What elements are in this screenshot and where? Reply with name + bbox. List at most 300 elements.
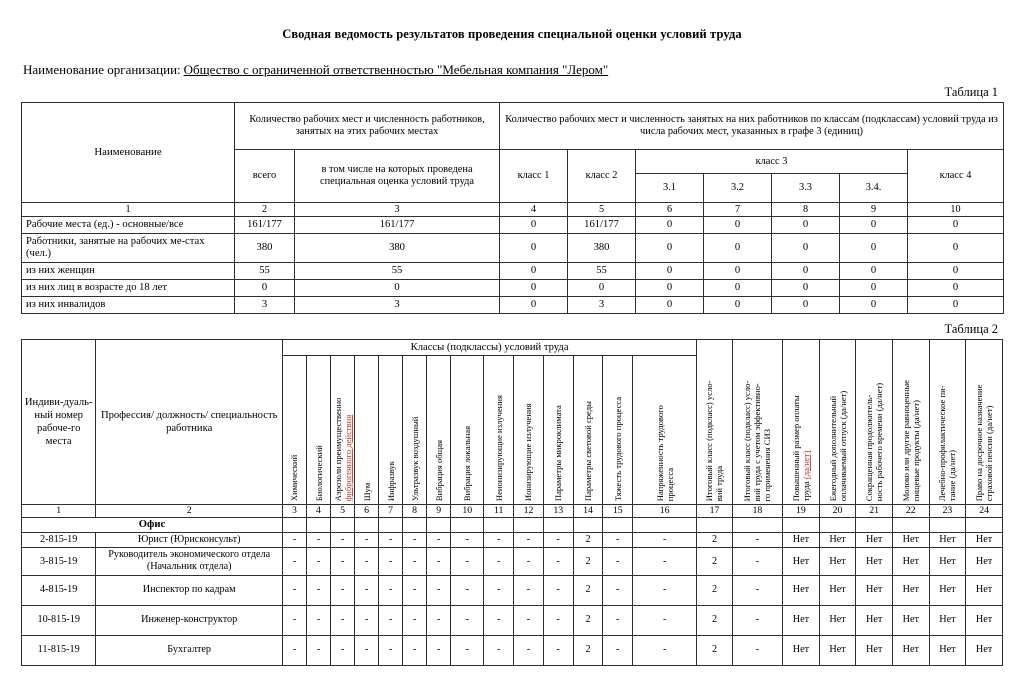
cell: - [282,548,306,575]
cell: 0 [500,234,568,263]
cell: Нет [856,635,893,665]
cell: - [514,605,544,635]
vheader-text: Итоговый класс (подкласс) усло- вий труда с учетом эффективно- го применения СИЗ [742,380,773,501]
cell: - [306,575,330,605]
cell: Нет [892,575,929,605]
header-profession: Профессия/ должность/ специальность работника [96,340,283,505]
cell: - [543,533,573,548]
profession-name: Юрист (Юрисконсульт) [96,533,283,548]
cell: Нет [929,575,966,605]
cell: - [379,533,403,548]
colnum: 23 [929,505,966,518]
colnum: 14 [573,505,603,518]
cell: 0 [908,234,1004,263]
cell: Нет [892,548,929,575]
cell: 0 [704,234,772,263]
cell: Нет [966,635,1003,665]
vheader-text: Повышенный размер оплаты труда (да/нет) [790,395,811,501]
cell: 0 [636,217,704,234]
table-row [22,234,1004,263]
header-class-3-4: 3.4. [840,174,908,203]
colnum: 8 [403,505,427,518]
cell [603,518,633,533]
cell: 0 [908,217,1004,234]
cell: 0 [295,280,500,297]
cell: - [603,533,633,548]
cell: 55 [295,263,500,280]
vheader-21 [856,340,893,505]
vheader-text: Инфразвук [385,460,396,501]
colnum: 5 [568,203,636,217]
cell: Нет [929,635,966,665]
cell: 0 [636,263,704,280]
vheader-text: Лечебно-профилактическое пи- тание (да/нет) [937,385,958,501]
header-total: всего [235,150,295,203]
cell: - [379,575,403,605]
cell: 2 [697,605,732,635]
vheader-24 [966,340,1003,505]
cell: 0 [235,280,295,297]
cell: - [484,605,514,635]
cell: Нет [892,605,929,635]
vheader-6 [355,356,379,505]
vheader-text: Молоко или другие равноценные пищевые продукты (да/нет) [900,379,921,501]
cell: Нет [929,605,966,635]
cell: - [484,575,514,605]
cell: 2 [697,533,732,548]
cell: 2 [573,548,603,575]
cell: Нет [966,605,1003,635]
table-row [22,297,1004,314]
cell: 0 [500,280,568,297]
header-class-3-2: 3.2 [704,174,772,203]
cell: Нет [819,548,856,575]
cell: - [282,635,306,665]
cell: 0 [568,280,636,297]
cell: 55 [235,263,295,280]
row-label: из них лиц в возрасте до 18 лет [22,280,235,297]
colnum: 4 [306,505,330,518]
cell: 2 [697,635,732,665]
cell: 0 [636,234,704,263]
cell: Нет [966,533,1003,548]
vheader-text: Вибрация общая [433,439,444,501]
cell: Нет [819,533,856,548]
vheader-22 [892,340,929,505]
table1-column-number-row [22,203,1004,217]
cell: - [427,635,451,665]
cell: Нет [892,635,929,665]
colnum: 15 [603,505,633,518]
colnum: 6 [355,505,379,518]
vheader-text: Итоговый класс (подкласс) усло- вий труда [704,380,725,501]
vheader-text: Ультразвук воздушный [409,416,420,501]
cell: - [282,533,306,548]
cell [819,518,856,533]
summary-table-1 [21,102,1004,314]
header-class-2: класс 2 [568,150,636,203]
table1-container [0,102,1024,314]
vheader-18 [732,340,782,505]
cell [573,518,603,533]
colnum: 1 [22,203,235,217]
cell: - [633,575,697,605]
profession-name: Руководитель экономического отдела (Начальник отдела) [96,548,283,575]
cell: - [603,605,633,635]
workplace-id: 10-815-19 [22,605,96,635]
header-class-3-3: 3.3 [772,174,840,203]
vheader-7 [379,356,403,505]
cell: 0 [704,263,772,280]
cell: - [543,635,573,665]
colnum: 1 [22,505,96,518]
cell: 0 [704,217,772,234]
vheader-text: Тяжесть трудового процесса [612,396,623,501]
cell: 55 [568,263,636,280]
header-class-4: класс 4 [908,150,1004,203]
cell: 0 [704,297,772,314]
cell [355,518,379,533]
cell: - [633,635,697,665]
cell: - [451,533,484,548]
colnum: 3 [282,505,306,518]
cell: 0 [772,263,840,280]
organization-value: Общество с ограниченной ответственностью "Мебельная компания "Лером" [183,62,609,77]
table2-container [0,339,1024,666]
vheader-text: Сокращенная продолжитель- ность рабочего времени (да/нет) [864,382,885,501]
cell: Нет [819,605,856,635]
cell [331,518,355,533]
vheader-text: Шум [361,482,372,501]
section-row-office [22,518,1003,533]
vheader-16 [633,356,697,505]
cell [451,518,484,533]
header-classes-group: Классы (подклассы) условий труда [282,340,696,356]
cell: - [403,605,427,635]
vheader-9 [427,356,451,505]
cell: Нет [856,533,893,548]
cell: 0 [772,280,840,297]
cell: - [282,605,306,635]
row-label: из них женщин [22,263,235,280]
profession-name: Инженер-конструктор [96,605,283,635]
colnum: 20 [819,505,856,518]
cell: - [543,575,573,605]
cell: - [732,575,782,605]
cell: Нет [892,533,929,548]
cell: - [306,533,330,548]
workplace-id: 3-815-19 [22,548,96,575]
cell: - [451,605,484,635]
cell: Нет [783,548,820,575]
cell [543,518,573,533]
cell [484,518,514,533]
cell: - [355,548,379,575]
cell [732,518,782,533]
cell: 0 [772,234,840,263]
cell: 161/177 [235,217,295,234]
cell: 0 [840,297,908,314]
vheader-4 [306,356,330,505]
cell: - [543,605,573,635]
vheader-3 [282,356,306,505]
header-individual-number: Индиви-дуаль-ный номер рабоче-го места [22,340,96,505]
cell: - [403,533,427,548]
cell: 380 [295,234,500,263]
cell: - [306,605,330,635]
cell: - [355,605,379,635]
workplace-table-2 [21,339,1003,666]
row-label: Работники, занятые на рабочих ме-стах (чел.) [22,234,235,263]
colnum: 3 [295,203,500,217]
cell: - [306,635,330,665]
colnum: 2 [96,505,283,518]
colnum: 16 [633,505,697,518]
colnum: 22 [892,505,929,518]
vheader-text: Аэрозоли преимущественно фиброгенного действия [332,397,353,501]
cell: - [484,635,514,665]
cell: - [331,605,355,635]
header-sout-performed: в том числе на которых проведена специальная оценка условий труда [295,150,500,203]
cell: - [514,548,544,575]
cell: Нет [929,533,966,548]
cell: - [484,533,514,548]
cell: - [484,548,514,575]
cell [783,518,820,533]
cell: Нет [819,575,856,605]
cell: 0 [500,297,568,314]
page-title: Сводная ведомость результатов проведения специальной оценки условий труда [282,27,742,41]
cell: - [633,533,697,548]
cell: 0 [908,297,1004,314]
cell [892,518,929,533]
cell: - [427,605,451,635]
cell: Нет [856,548,893,575]
cell: - [403,575,427,605]
cell: Нет [783,575,820,605]
vheader-15 [603,356,633,505]
cell: 0 [840,280,908,297]
header-class-3: класс 3 [636,150,908,174]
colnum: 12 [514,505,544,518]
cell: - [331,548,355,575]
cell [282,518,306,533]
cell: 2 [573,575,603,605]
cell: 0 [772,297,840,314]
vheader-text: Неионизирующие излучения [493,394,504,501]
cell: 3 [295,297,500,314]
cell: - [732,533,782,548]
cell: - [514,575,544,605]
cell: - [633,548,697,575]
colnum: 10 [908,203,1004,217]
cell: Нет [966,548,1003,575]
cell: 161/177 [568,217,636,234]
vheader-text: Параметры микроклимата [553,405,564,501]
cell: - [282,575,306,605]
table2-caption: Таблица 2 [944,322,998,336]
profession-name: Бухгалтер [96,635,283,665]
vheader-12 [514,356,544,505]
cell: - [379,548,403,575]
cell: - [306,548,330,575]
row-label: из них инвалидов [22,297,235,314]
colnum: 24 [966,505,1003,518]
cell: - [427,575,451,605]
cell: - [451,575,484,605]
colnum: 4 [500,203,568,217]
cell: - [514,635,544,665]
cell: 0 [636,297,704,314]
cell: 161/177 [295,217,500,234]
vheader-text: Химический [289,454,300,501]
workplace-id: 11-815-19 [22,635,96,665]
cell: Нет [819,635,856,665]
cell: - [379,605,403,635]
header-class-3-1: 3.1 [636,174,704,203]
cell: - [427,548,451,575]
vheader-8 [403,356,427,505]
header-group-workplaces: Количество рабочих мест и численность работников, занятых на этих рабочих местах [235,103,500,150]
cell [379,518,403,533]
cell: 0 [840,217,908,234]
cell [403,518,427,533]
cell: - [633,605,697,635]
table-row [22,605,1003,635]
cell: 380 [235,234,295,263]
cell: - [427,533,451,548]
cell: - [355,635,379,665]
cell: 380 [568,234,636,263]
cell: - [355,533,379,548]
vheader-text: Параметры световой среды [582,400,593,501]
cell [966,518,1003,533]
vheader-text: Ежегодный дополнительный оплачиваемый отпуск (да/нет) [827,390,848,501]
cell: - [732,635,782,665]
table-row [22,217,1004,234]
table1-caption: Таблица 1 [944,85,998,99]
table-row [22,533,1003,548]
colnum: 13 [543,505,573,518]
colnum: 21 [856,505,893,518]
cell: - [543,548,573,575]
colnum: 11 [484,505,514,518]
cell [856,518,893,533]
cell: - [403,548,427,575]
header-class-1: класс 1 [500,150,568,203]
header-name: Наименование [22,103,235,203]
table-row [22,575,1003,605]
colnum: 5 [331,505,355,518]
colnum: 6 [636,203,704,217]
cell: Нет [966,575,1003,605]
cell: - [331,575,355,605]
cell: 0 [500,263,568,280]
colnum: 7 [379,505,403,518]
cell: 0 [908,263,1004,280]
cell: - [355,575,379,605]
vheader-10 [451,356,484,505]
cell: 3 [235,297,295,314]
cell: - [451,548,484,575]
cell [514,518,544,533]
organization-label: Наименование организации: [23,62,181,77]
cell: - [603,635,633,665]
cell [697,518,732,533]
vheader-17 [697,340,732,505]
cell: - [732,605,782,635]
colnum: 17 [697,505,732,518]
vheader-20 [819,340,856,505]
cell: 2 [573,605,603,635]
cell: - [514,533,544,548]
colnum: 10 [451,505,484,518]
colnum: 7 [704,203,772,217]
cell: 0 [636,280,704,297]
header-group-classes: Количество рабочих мест и численность занятых на них работников по классам (подклассам) условий труда из числа рабочих мест, указанных в графе 3 (единиц) [500,103,1004,150]
workplace-id: 4-815-19 [22,575,96,605]
vheader-19 [783,340,820,505]
colnum: 9 [840,203,908,217]
row-label: Рабочие места (ед.) - основные/все [22,217,235,234]
vheader-text: Напряженность трудового процесса [654,404,675,501]
cell: 0 [840,234,908,263]
cell: Нет [783,635,820,665]
table-row [22,280,1004,297]
colnum: 9 [427,505,451,518]
organization-line [0,42,1024,78]
cell: 0 [840,263,908,280]
cell [427,518,451,533]
vheader-text: Вибрация локальная [462,425,473,501]
cell: - [603,575,633,605]
cell: - [732,548,782,575]
table2-column-number-row [22,505,1003,518]
vheader-text: Право на досрочное назначение страховой пенсии (да/нет) [973,384,995,501]
cell [929,518,966,533]
cell [633,518,697,533]
cell: 2 [573,533,603,548]
cell: Нет [856,605,893,635]
colnum: 19 [783,505,820,518]
cell: - [331,533,355,548]
profession-name: Инспектор по кадрам [96,575,283,605]
section-label: Офис [22,518,283,533]
workplace-id: 2-815-19 [22,533,96,548]
cell: 2 [697,575,732,605]
colnum: 18 [732,505,782,518]
table-row [22,263,1004,280]
table1-header-row-1 [22,103,1004,150]
cell: 2 [697,548,732,575]
cell: - [451,635,484,665]
cell: 0 [908,280,1004,297]
cell: - [331,635,355,665]
cell: - [379,635,403,665]
cell: - [603,548,633,575]
colnum: 2 [235,203,295,217]
vheader-5 [331,356,355,505]
vheader-text: Ионизирующие излучения [523,403,534,501]
cell: 0 [500,217,568,234]
cell: 0 [704,280,772,297]
vheader-23 [929,340,966,505]
cell: - [403,635,427,665]
cell: 3 [568,297,636,314]
cell: Нет [783,533,820,548]
vheader-text: Биологический [313,445,324,501]
cell: Нет [856,575,893,605]
